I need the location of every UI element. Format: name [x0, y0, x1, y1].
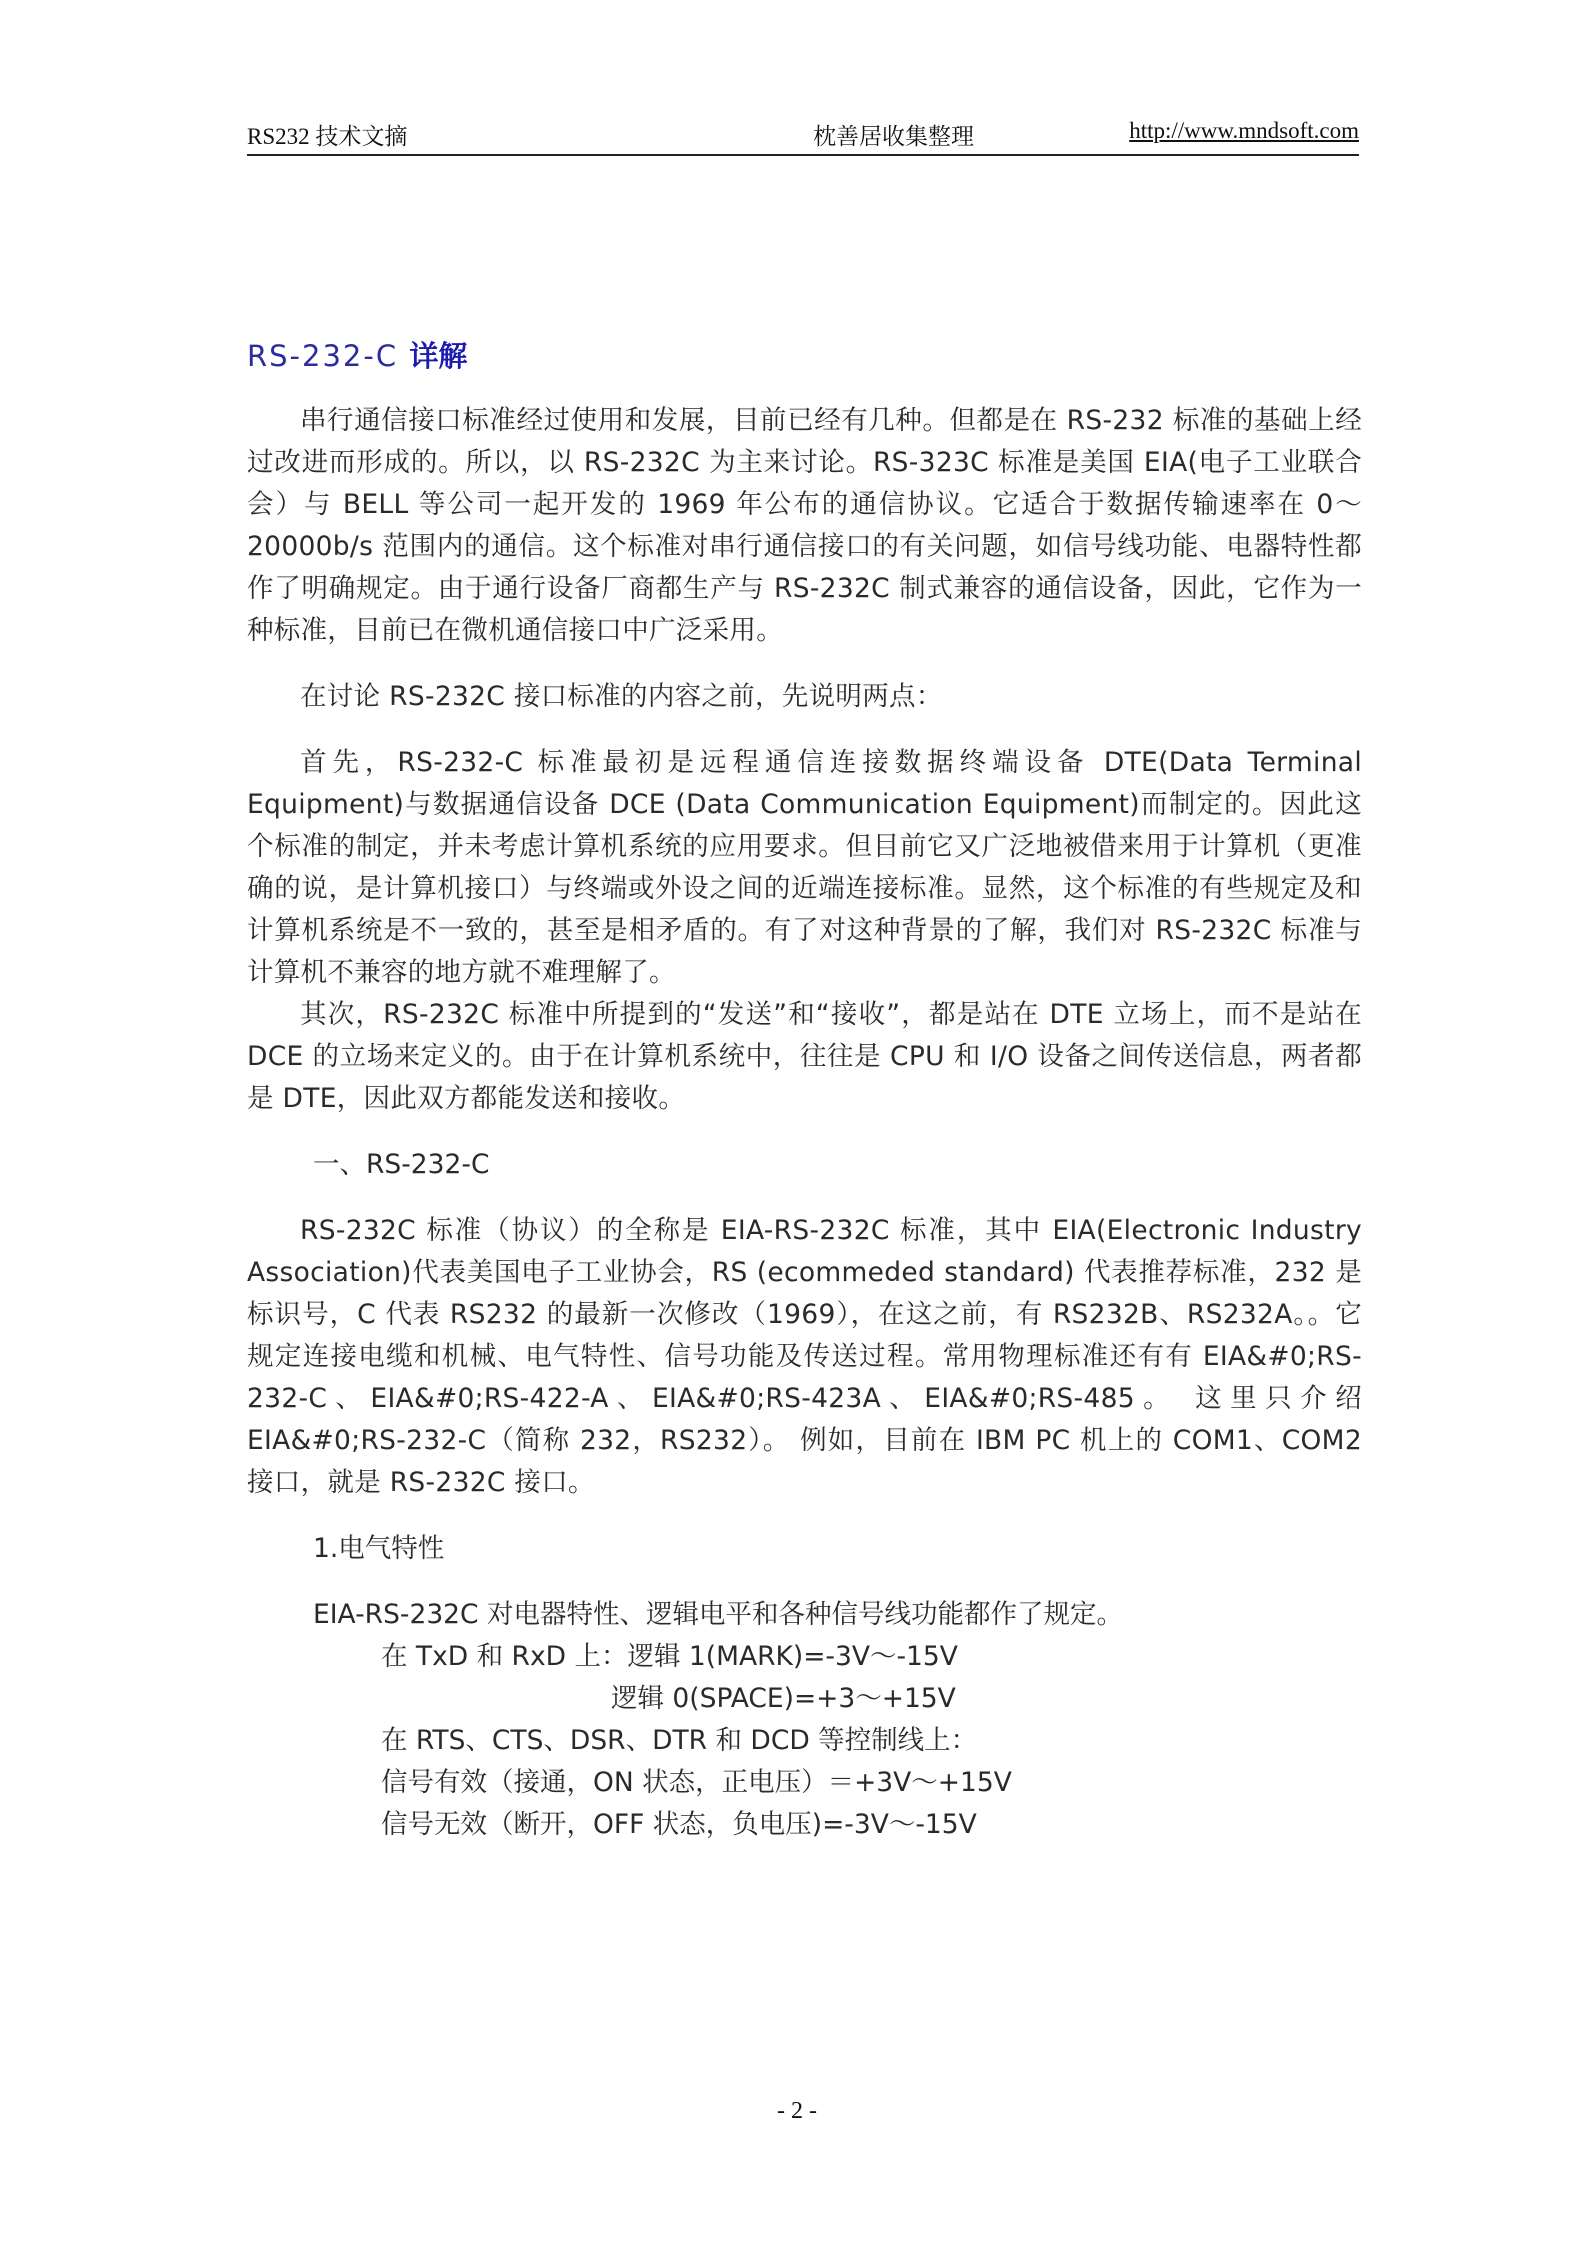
section-paragraph-1: RS-232C 标准（协议）的全称是 EIA-RS-232C 标准，其中 EIA(Electronic Industry Association)代表美国电子工业协会，RS (ecommeded standard) 代表推荐标准，232 是标识号，C 代表 RS232 的最新一次修改（1969），在这之前，有 RS232B、RS232A。。它规定连接电缆和机械、电气特性、信号功能及传送过程。常用物理标准还有有 EIA&#0;RS-232-C、EIA&#0;RS-422-A、EIA&#0;RS-423A、EIA&#0;RS-485。 这里只介绍 EIA&#0;RS-232-C（简称 232，RS232）。 例如，目前在 IBM PC 机上的 COM1、COM2 接口，就是 RS-232C 接口。 — [247, 1215, 1362, 1498]
electrical-intro: EIA-RS-232C 对电器特性、逻辑电平和各种信号线功能都作了规定。 — [313, 1599, 1123, 1630]
intro-paragraph-2: 在讨论 RS-232C 接口标准的内容之前，先说明两点： — [300, 681, 943, 712]
page-title — [247, 334, 467, 375]
intro-paragraph-3: 首先，RS-232-C 标准最初是远程通信连接数据终端设备 DTE(Data Terminal Equipment)与数据通信设备 DCE (Data Communication Equipment)而制定的。因此这个标准的制定，并未考虑计算机系统的应用要求。但目前它又广泛地被借来用于计算机（更准确的说，是计算机接口）与终端或外设之间的近端连接标准。显然，这个标准的有些规定及和计算机系统是不一致的，甚至是相矛盾的。有了对这种背景的了解，我们对 RS-232C 标准与计算机不兼容的地方就不难理解了。 — [247, 747, 1362, 988]
page-header — [247, 114, 1359, 156]
page-number: - 2 - — [777, 2098, 817, 2124]
section-heading-rs232c: 一、RS-232-C — [313, 1149, 490, 1180]
spec-line: 信号无效（断开，OFF 状态，负电压)=-3V～-15V — [381, 1809, 977, 1840]
spec-line: 信号有效（接通，ON 状态，正电压）＝+3V～+15V — [381, 1767, 1012, 1798]
spec-line: 逻辑 0(SPACE)=+3～+15V — [611, 1683, 956, 1714]
header-collector: 枕善居收集整理 — [813, 124, 974, 149]
spec-line: 在 RTS、CTS、DSR、DTR 和 DCD 等控制线上： — [381, 1725, 978, 1756]
header-doc-title: RS232 技术文摘 — [247, 124, 408, 149]
subsection-heading-electrical: 1.电气特性 — [313, 1533, 445, 1564]
title-prefix: RS-232-C — [247, 339, 410, 373]
intro-paragraph-4: 其次，RS-232C 标准中所提到的“发送”和“接收”，都是站在 DTE 立场上，而不是站在 DCE 的立场来定义的。由于在计算机系统中，往往是 CPU 和 I/O 设备之间传送信息，两者都是 DTE，因此双方都能发送和接收。 — [247, 999, 1362, 1114]
title-bold: 详解 — [409, 339, 468, 373]
spec-line: 在 TxD 和 RxD 上：逻辑 1(MARK)=-3V～-15V — [381, 1641, 958, 1672]
intro-paragraph-1: 串行通信接口标准经过使用和发展，目前已经有几种。但都是在 RS-232 标准的基础上经过改进而形成的。所以，以 RS-232C 为主来讨论。RS-323C 标准是美国 EIA(电子工业联合会）与 BELL 等公司一起开发的 1969 年公布的通信协议。它适合于数据传输速率在 0～20000b/s 范围内的通信。这个标准对串行通信接口的有关问题，如信号线功能、电器特性都作了明确规定。由于通行设备厂商都生产与 RS-232C 制式兼容的通信设备，因此，它作为一种标准，目前已在微机通信接口中广泛采用。 — [247, 405, 1362, 646]
electrical-spec-block — [247, 1636, 1362, 1846]
document-body — [247, 400, 1362, 1846]
header-url-link[interactable]: http://www.mndsoft.com — [1129, 118, 1359, 143]
